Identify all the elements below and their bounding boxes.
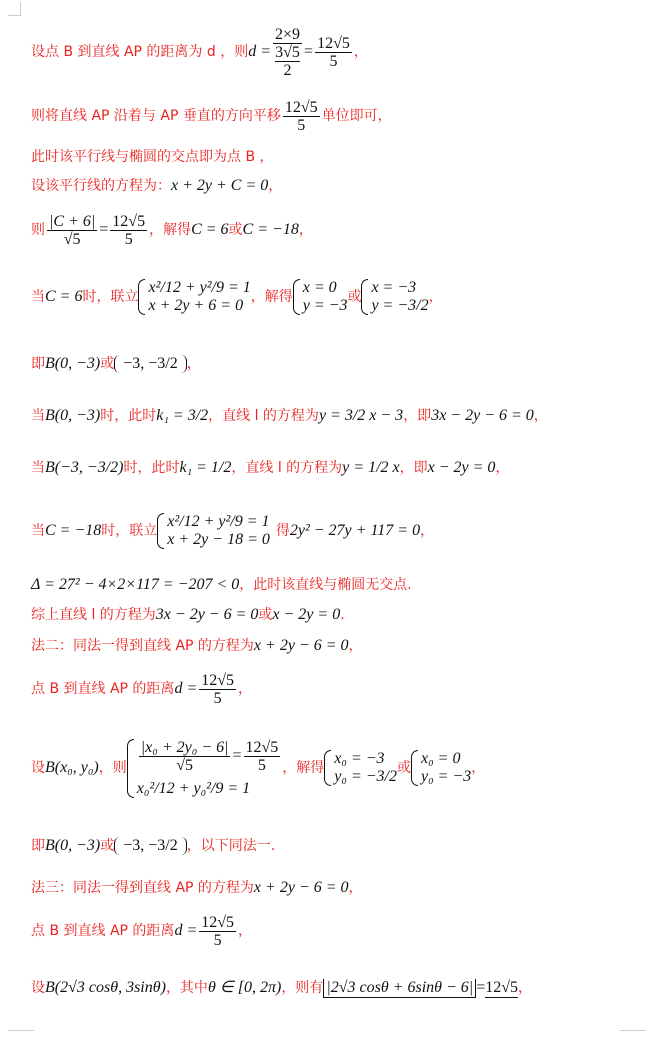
solution-system	[411, 750, 471, 786]
text: 即	[31, 356, 45, 372]
punct: ，	[428, 289, 443, 305]
math: Δ = 27² − 4×2×117 = −207 < 0	[31, 576, 240, 593]
text: 法二：同法一得到直线 AP 的方程为	[31, 638, 254, 654]
math: 3x − 2y − 6 = 0	[155, 606, 259, 623]
line-9	[31, 448, 509, 488]
text: 点 B 到直线 AP 的距离	[31, 923, 175, 939]
brace	[324, 750, 331, 786]
math: B(2√3 cosθ, 3sinθ)	[45, 979, 166, 996]
brace	[138, 279, 145, 315]
text: 当	[31, 460, 45, 476]
text: 时，此时	[100, 408, 157, 424]
denominator: 5	[329, 52, 338, 70]
fraction	[139, 739, 231, 774]
line-10	[31, 500, 434, 562]
line-7	[31, 344, 201, 384]
line-1	[31, 22, 368, 82]
text: ，则有	[281, 980, 324, 996]
math: C = −18	[242, 221, 299, 238]
punct: ，	[495, 460, 510, 476]
row: x²/12 + y²/9 = 1	[148, 279, 251, 296]
fraction	[199, 672, 236, 707]
rows	[334, 750, 397, 786]
solution-system	[324, 750, 397, 786]
punct: ，	[186, 356, 201, 372]
math: C = −18	[45, 522, 102, 539]
denominator: 5	[297, 116, 306, 134]
punct: ，	[348, 638, 363, 654]
row	[137, 739, 283, 774]
punct: .	[340, 607, 345, 623]
brace	[293, 279, 300, 315]
math: k₁ = 1/2	[179, 459, 232, 476]
numerator: 12√5	[201, 913, 235, 931]
math: B(0, −3)	[45, 407, 101, 424]
text: 当	[31, 408, 45, 424]
text: ，即	[399, 460, 428, 476]
rows	[148, 279, 250, 315]
text: 设	[31, 980, 45, 996]
rows	[137, 739, 283, 798]
math: 12√5	[485, 978, 519, 996]
text: 即	[31, 838, 45, 854]
denominator	[273, 44, 302, 79]
inner-denominator: 2	[283, 61, 292, 79]
math: y = 1/2 x	[342, 459, 400, 476]
math: d =	[174, 680, 198, 697]
text: 或	[258, 607, 273, 623]
numerator: 12√5	[317, 34, 350, 52]
fraction	[110, 213, 147, 248]
line-12	[31, 606, 345, 624]
text: 法三：同法一得到直线 AP 的方程为	[31, 880, 254, 896]
numerator: 12√5	[245, 738, 279, 756]
text: 时，联立	[82, 289, 139, 305]
equation-system	[138, 279, 250, 315]
coords: −3, −3/2	[123, 837, 178, 854]
numerator: |C + 6|	[49, 212, 96, 230]
text: ，即	[403, 408, 432, 424]
solution-system	[293, 279, 348, 315]
line-16	[31, 826, 275, 866]
equals: =	[476, 979, 486, 996]
text: 则将直线 AP 沿着与 AP 垂直的方向平移	[31, 108, 281, 124]
row: x₀²/12 + y₀²/9 = 1	[136, 779, 251, 797]
line-3	[31, 148, 274, 166]
coords: −3, −3/2	[123, 355, 178, 372]
math: d =	[248, 43, 272, 60]
text: ，以下同法一.	[186, 838, 276, 854]
text: ，此时该直线与椭圆无交点.	[239, 577, 412, 593]
math: θ ∈ [0, 2π)	[207, 979, 282, 996]
point	[114, 355, 187, 373]
corner-mark	[8, 1030, 34, 1031]
line-14	[31, 668, 252, 710]
numerator: 12√5	[201, 671, 235, 689]
brace	[157, 513, 164, 549]
math: B(−3, −3/2)	[45, 459, 124, 476]
text: 时，联立	[101, 523, 158, 539]
rows	[371, 279, 428, 315]
text: ，直线 l 的方程为	[208, 408, 319, 424]
line-18	[31, 910, 252, 952]
row: x = −3	[371, 279, 417, 296]
fraction	[244, 739, 281, 774]
equals: =	[304, 43, 314, 60]
numerator: 12√5	[284, 98, 318, 116]
row: y₀ = −3/2	[334, 768, 397, 785]
line-17	[31, 879, 363, 897]
text: 点 B 到直线 AP 的距离	[31, 681, 175, 697]
punct: ，	[238, 923, 253, 939]
text: ，其中	[165, 980, 208, 996]
fraction	[283, 99, 320, 134]
rows	[421, 750, 471, 786]
point	[114, 837, 187, 855]
row: x²/12 + y²/9 = 1	[167, 513, 270, 530]
numerator: 2×9	[275, 25, 301, 43]
corner-mark	[8, 15, 20, 16]
row: y = −3/2	[371, 297, 429, 314]
math: x + 2y + C = 0	[171, 177, 269, 194]
equals: =	[99, 221, 109, 238]
math: x − 2y = 0	[272, 606, 341, 623]
row: x + 2y − 18 = 0	[167, 531, 270, 548]
math: x + 2y − 6 = 0	[253, 637, 349, 654]
text: ，解得	[282, 760, 325, 776]
line-8	[31, 396, 548, 436]
text: 则	[31, 222, 45, 238]
numerator: |x₀ + 2y₀ − 6|	[140, 738, 229, 756]
math: B(0, −3)	[45, 355, 101, 372]
math: B(0, −3)	[45, 837, 101, 854]
math: |2√3 cosθ + 6sinθ − 6|	[323, 979, 476, 998]
row: y = −3	[302, 297, 348, 314]
row: x₀ = −3	[334, 750, 385, 767]
text: 或	[347, 289, 362, 305]
math: d =	[174, 922, 198, 939]
denominator: √5	[63, 230, 81, 248]
text: 当	[31, 523, 45, 539]
punct: ，	[420, 523, 435, 539]
punct: ，	[533, 408, 548, 424]
text: 综上直线 l 的方程为	[31, 607, 156, 623]
text: 得	[275, 523, 290, 539]
text: 此时该平行线与椭圆的交点即为点 B ，	[31, 149, 274, 165]
punct: ，	[298, 222, 313, 238]
solution-system	[361, 279, 428, 315]
brace	[361, 279, 368, 315]
equation-system	[127, 739, 283, 798]
text: 设点 B 到直线 AP 的距离为 d ，则	[31, 44, 249, 60]
denominator: 5	[213, 689, 222, 707]
math: x + 2y − 6 = 0	[253, 879, 349, 896]
brace	[127, 739, 134, 798]
text: ，解得	[149, 222, 192, 238]
fraction	[199, 914, 236, 949]
corner-mark	[20, 2, 21, 16]
text: 时，此时	[123, 460, 180, 476]
fraction	[315, 35, 352, 70]
denominator: 5	[213, 931, 222, 949]
line-5	[31, 208, 313, 252]
numerator: 12√5	[112, 212, 146, 230]
equals: =	[232, 747, 242, 764]
rows	[167, 513, 270, 549]
row: y₀ = −3	[421, 768, 472, 785]
inner-numerator: 3√5	[275, 43, 300, 61]
line-15	[31, 724, 485, 812]
math: 2y² − 27y + 117 = 0	[289, 522, 421, 539]
math: C = 6	[45, 288, 83, 305]
line-4	[31, 177, 282, 195]
text: 当	[31, 289, 45, 305]
text: 设该平行线的方程为：	[31, 178, 171, 194]
punct: ，	[348, 880, 363, 896]
brace	[411, 750, 418, 786]
punct: ，	[518, 980, 533, 996]
math: 3x − 2y − 6 = 0	[431, 407, 534, 424]
punct: ，	[238, 681, 253, 697]
rows	[303, 279, 348, 315]
fraction	[273, 26, 302, 79]
denominator: √5	[176, 756, 194, 774]
text: 或	[100, 356, 115, 372]
math: k₁ = 3/2	[156, 407, 209, 424]
row: x₀ = 0	[421, 750, 461, 767]
text: 单位即可，	[321, 108, 392, 124]
line-6	[31, 266, 443, 328]
math: C = 6	[191, 221, 229, 238]
math: y = 3/2 x − 3	[318, 407, 404, 424]
punct: ，	[353, 44, 368, 60]
text: ，直线 l 的方程为	[231, 460, 343, 476]
corner-mark	[620, 1030, 646, 1031]
math: x − 2y = 0	[427, 459, 496, 476]
line-2	[31, 96, 392, 136]
punct: ，	[268, 178, 283, 194]
denominator: 5	[124, 230, 133, 248]
line-19	[31, 970, 532, 1006]
fraction	[47, 213, 97, 248]
text: 或	[228, 222, 243, 238]
line-13	[31, 637, 363, 655]
line-11	[31, 576, 412, 594]
denominator: 5	[257, 756, 266, 774]
math: B(x₀, y₀)	[45, 759, 99, 776]
text: 或	[100, 838, 115, 854]
text: 设	[31, 760, 45, 776]
row: x + 2y + 6 = 0	[148, 297, 244, 314]
row: x = 0	[302, 279, 337, 296]
text: ，则	[98, 760, 127, 776]
punct: ，	[471, 760, 486, 776]
equation-system	[157, 513, 270, 549]
text: 或	[397, 760, 411, 776]
text: ，解得	[250, 289, 293, 305]
